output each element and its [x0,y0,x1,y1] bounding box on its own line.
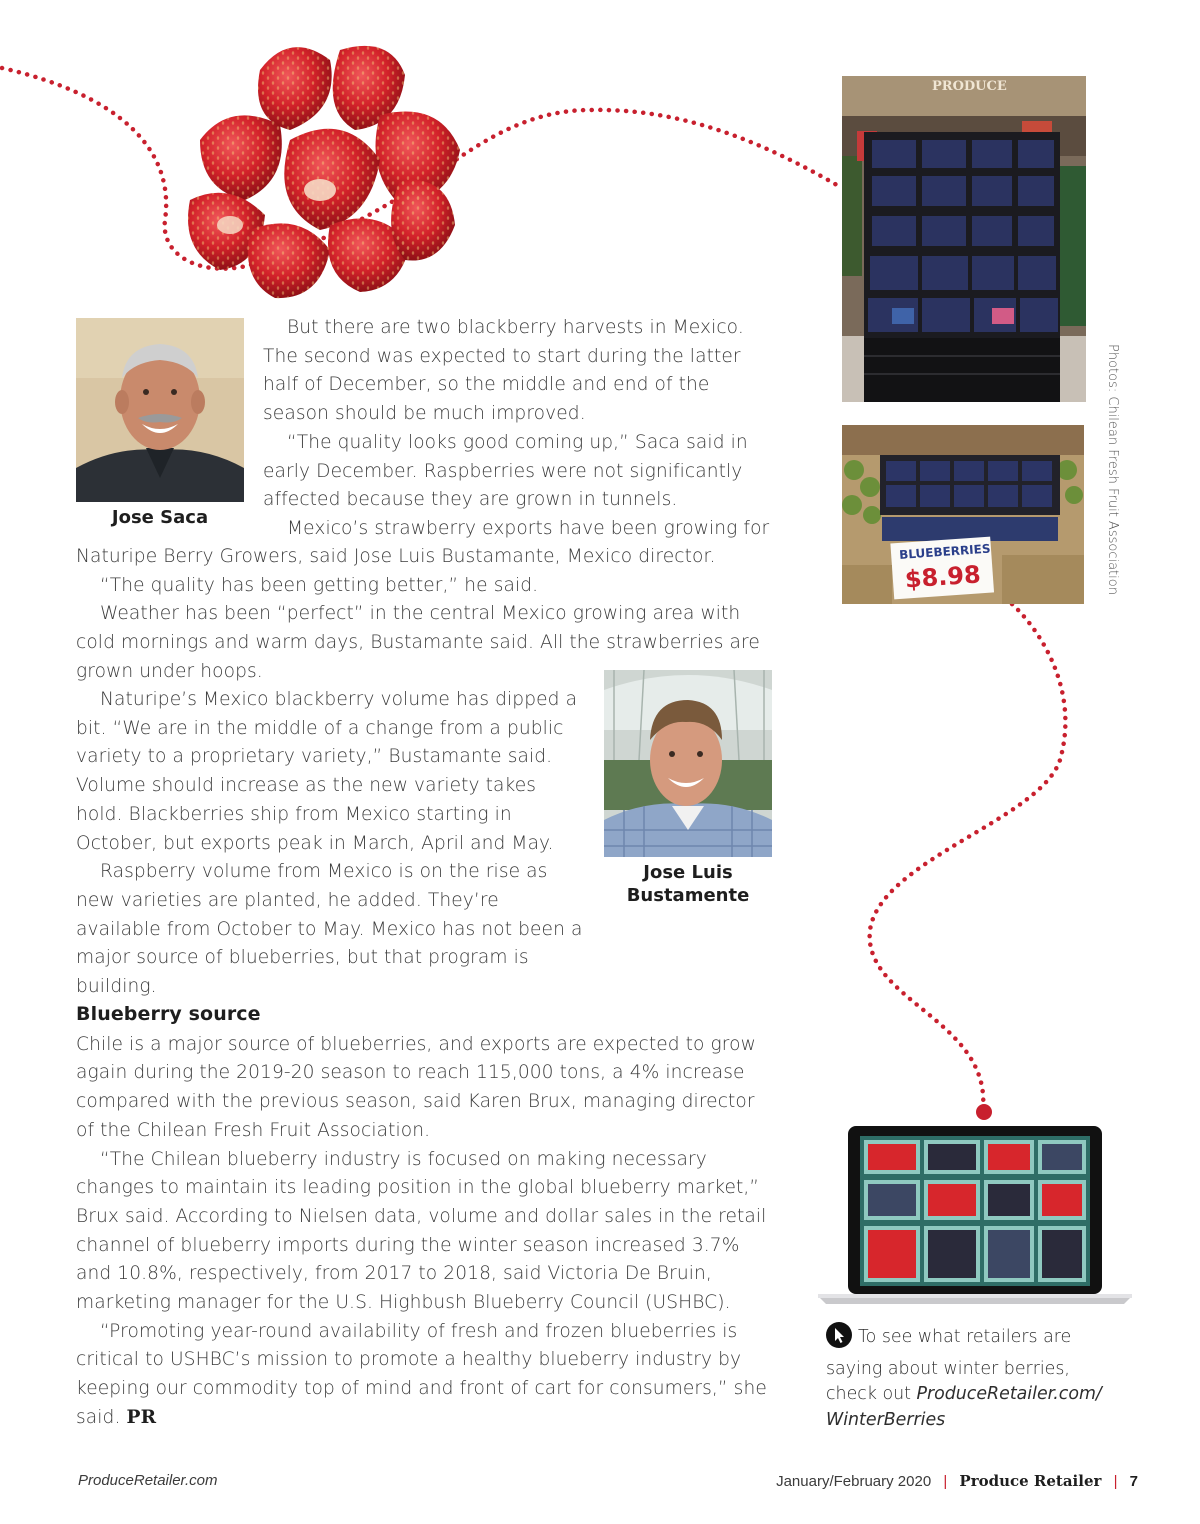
callout-line-1 [826,1322,1126,1357]
laptop-berries-image [818,1124,1132,1308]
section-paragraph: Chile is a major source of blueberries, and exports are expected to grow again during the 2019-20 season to reach 115,000 tons, a 4% increase compared with the previous season, said Karen Brux, managing director of the Chilean Fresh Fruit Association. [76,1033,756,1141]
footer-right [776,1472,1138,1490]
article-top-column [263,314,775,544]
article-paragraph: “The quality looks good coming up,” Saca said in early December. Raspberries were not significantly affected because they are grown in tunnels. [263,431,748,511]
footer-site: ProduceRetailer.com [78,1472,218,1489]
winter-berries-link-continued[interactable]: WinterBerries [826,1409,946,1430]
article-paragraph: But there are two blackberry harvests in Mexico. The second was expected to start during the latter half of December, so the middle and end of the season should be much improved. [263,317,744,425]
jose-saca-caption: Jose Saca [111,507,209,528]
footer-separator: | [943,1473,948,1490]
article-paragraph-line: Mexico’s strawberry exports have been growing for [287,517,770,539]
article-narrow-column [76,686,586,1002]
cursor-icon [826,1322,852,1357]
article-paragraph: Raspberry volume from Mexico is on the rise as new varieties are planted, he added. They’re available from October to May. Mexico has not been a major source of blueberries, but that program is building. [76,861,583,998]
article-mid-column [76,543,776,687]
footer-issue: January/February 2020 [776,1473,932,1490]
caption-line: Jose Luis [643,862,733,883]
section-paragraph: “The Chilean blueberry industry is focused on making necessary changes to maintain its leading position in the global blueberry market,” Brux said. According to Nielsen data, volume and dollar sales in the retail channel of blueberry imports during the winter season increased 3.7% and 10.8%, respectively, from 2017 to 2018, said Victoria De Bruin, marketing manager for the U.S. Highbush Blueberry Council (USHBC). [76,1148,767,1314]
section-paragraph [76,1318,776,1433]
page-number: 7 [1129,1473,1138,1490]
photo-credit: Photos: Chilean Fresh Fruit Association [1105,344,1120,595]
section-heading: Blueberry source [76,1003,261,1025]
article-paragraph: Naturipe Berry Growers, said Jose Luis Bustamante, Mexico director. [76,546,716,567]
blueberries-price: $8.98 [903,560,982,594]
callout-text: check out [826,1384,917,1404]
produce-sign-text: PRODUCE [932,79,1007,94]
footer-separator: | [1113,1473,1118,1490]
caption-line: Bustamente [626,885,750,906]
winter-berries-link[interactable]: ProduceRetailer.com/ [916,1384,1102,1404]
footer-magazine: Produce Retailer [959,1472,1102,1490]
strawberries-image [170,30,470,305]
section-paragraph-text: “Promoting year-round availability of fresh and frozen blueberries is critical to USHBC’s mission to promote a healthy blueberry industry by keeping our commodity top of mind and front of cart for consumers,” she said. [76,1320,767,1428]
callout-text: To see what retailers are [858,1327,1072,1347]
winter-berries-callout [826,1322,1126,1433]
callout-line-4 [826,1408,1126,1434]
article-paragraph: Weather has been “perfect” in the central Mexico growing area with cold mornings and warm days, Bustamante said. All the strawberries are grown under hoops. [76,603,760,682]
jose-luis-bustamante-caption [604,861,772,907]
article-paragraph: “The quality has been getting better,” he said. [100,574,539,596]
produce-display-photo-top [842,76,1086,402]
blueberry-source-section [76,1000,776,1433]
article-paragraph: Naturipe’s Mexico blackberry volume has dipped a bit. “We are in the middle of a change from a public variety to a proprietary variety,” Bustamante said. Volume should increase as the new variety takes hold. Blackberries ship from Mexico starting in October, but exports peak in March, April and May. [76,689,578,854]
blueberries-sign-word: BLUEBERRIES [898,541,991,562]
jose-luis-bustamante-photo [604,670,772,857]
jose-saca-photo [76,318,244,502]
callout-line-2: saying about winter berries, [826,1358,1070,1379]
callout-line-3 [826,1382,1126,1408]
end-mark: PR [126,1406,157,1428]
blueberries-display-photo-bottom [842,425,1084,604]
